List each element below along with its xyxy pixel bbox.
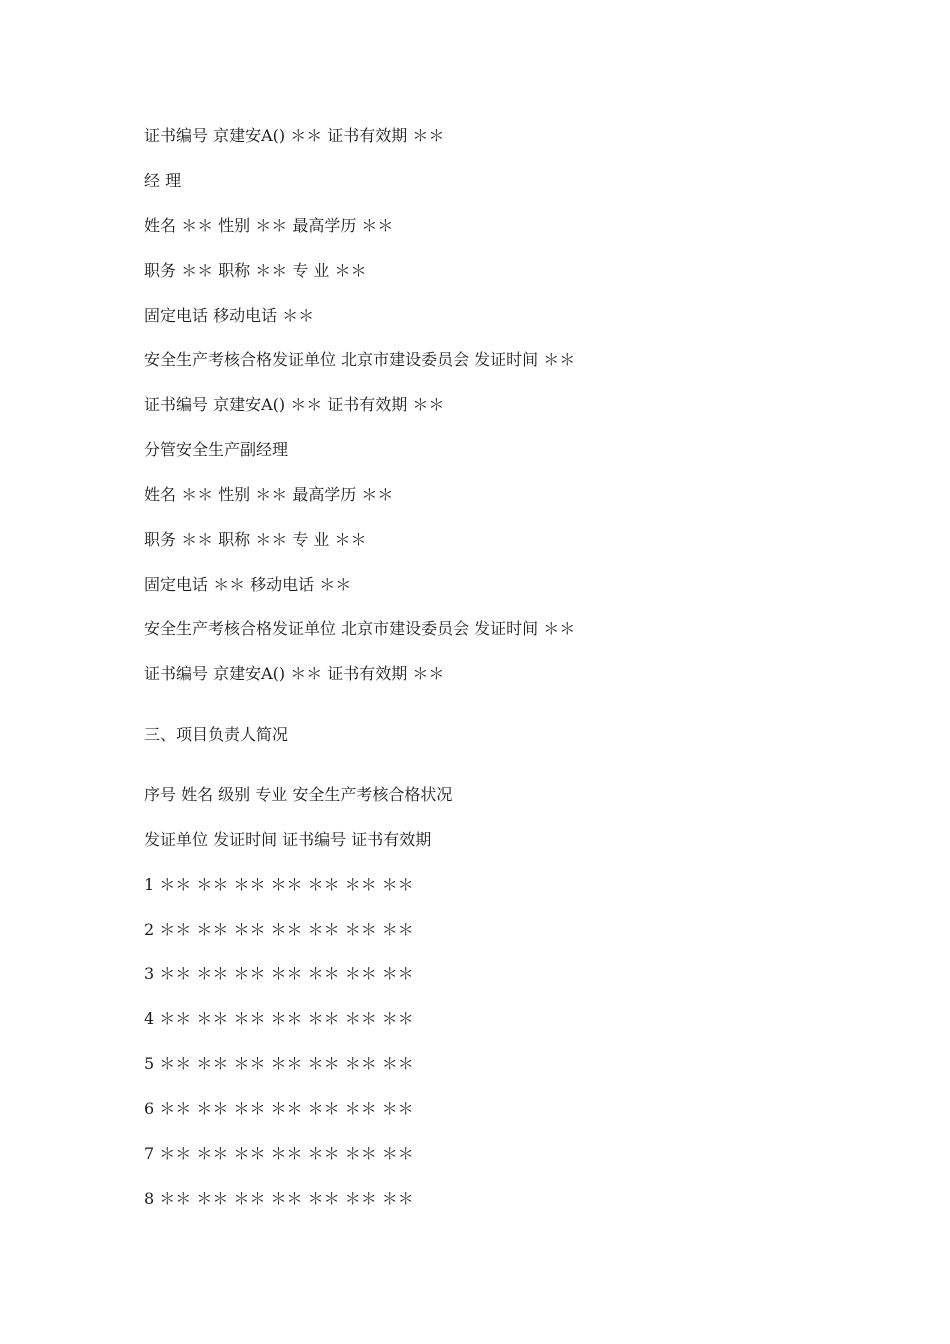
manager-position-line: 职务 ＊＊ 职称 ＊＊ 专 业 ＊＊ bbox=[144, 261, 367, 280]
deputy-phone-line: 固定电话 ＊＊ 移动电话 ＊＊ bbox=[144, 575, 352, 594]
deputy-name-line: 姓名 ＊＊ 性别 ＊＊ 最高学历 ＊＊ bbox=[144, 485, 394, 504]
manager-certificate-number-line-2: 证书编号 京建安A() ＊＊ 证书有效期 ＊＊ bbox=[144, 395, 445, 414]
project-leader-section-heading: 三、项目负责人简况 bbox=[144, 725, 289, 744]
table-row: 6 ＊＊ ＊＊ ＊＊ ＊＊ ＊＊ ＊＊ ＊＊ bbox=[144, 1099, 414, 1118]
table-row: 7 ＊＊ ＊＊ ＊＊ ＊＊ ＊＊ ＊＊ ＊＊ bbox=[144, 1144, 414, 1163]
table-row: 5 ＊＊ ＊＊ ＊＊ ＊＊ ＊＊ ＊＊ ＊＊ bbox=[144, 1054, 414, 1073]
table-row: 1 ＊＊ ＊＊ ＊＊ ＊＊ ＊＊ ＊＊ ＊＊ bbox=[144, 875, 414, 894]
table-row: 8 ＊＊ ＊＊ ＊＊ ＊＊ ＊＊ ＊＊ ＊＊ bbox=[144, 1189, 414, 1208]
manager-certificate-number-line: 证书编号 京建安A() ＊＊ 证书有效期 ＊＊ bbox=[144, 126, 445, 145]
manager-name-line: 姓名 ＊＊ 性别 ＊＊ 最高学历 ＊＊ bbox=[144, 216, 394, 235]
table-row: 2 ＊＊ ＊＊ ＊＊ ＊＊ ＊＊ ＊＊ ＊＊ bbox=[144, 920, 414, 939]
table-header-row-2: 发证单位 发证时间 证书编号 证书有效期 bbox=[144, 830, 432, 849]
manager-section-heading: 经 理 bbox=[144, 171, 182, 190]
deputy-certificate-number-line: 证书编号 京建安A() ＊＊ 证书有效期 ＊＊ bbox=[144, 664, 445, 683]
table-row: 3 ＊＊ ＊＊ ＊＊ ＊＊ ＊＊ ＊＊ ＊＊ bbox=[144, 964, 414, 983]
deputy-manager-section-heading: 分管安全生产副经理 bbox=[144, 440, 289, 459]
table-header-row-1: 序号 姓名 级别 专业 安全生产考核合格状况 bbox=[144, 785, 453, 804]
manager-issuing-unit-line: 安全生产考核合格发证单位 北京市建设委员会 发证时间 ＊＊ bbox=[144, 350, 576, 369]
deputy-position-line: 职务 ＊＊ 职称 ＊＊ 专 业 ＊＊ bbox=[144, 530, 367, 549]
deputy-issuing-unit-line: 安全生产考核合格发证单位 北京市建设委员会 发证时间 ＊＊ bbox=[144, 619, 576, 638]
table-row: 4 ＊＊ ＊＊ ＊＊ ＊＊ ＊＊ ＊＊ ＊＊ bbox=[144, 1009, 414, 1028]
manager-phone-line: 固定电话 移动电话 ＊＊ bbox=[144, 306, 315, 325]
